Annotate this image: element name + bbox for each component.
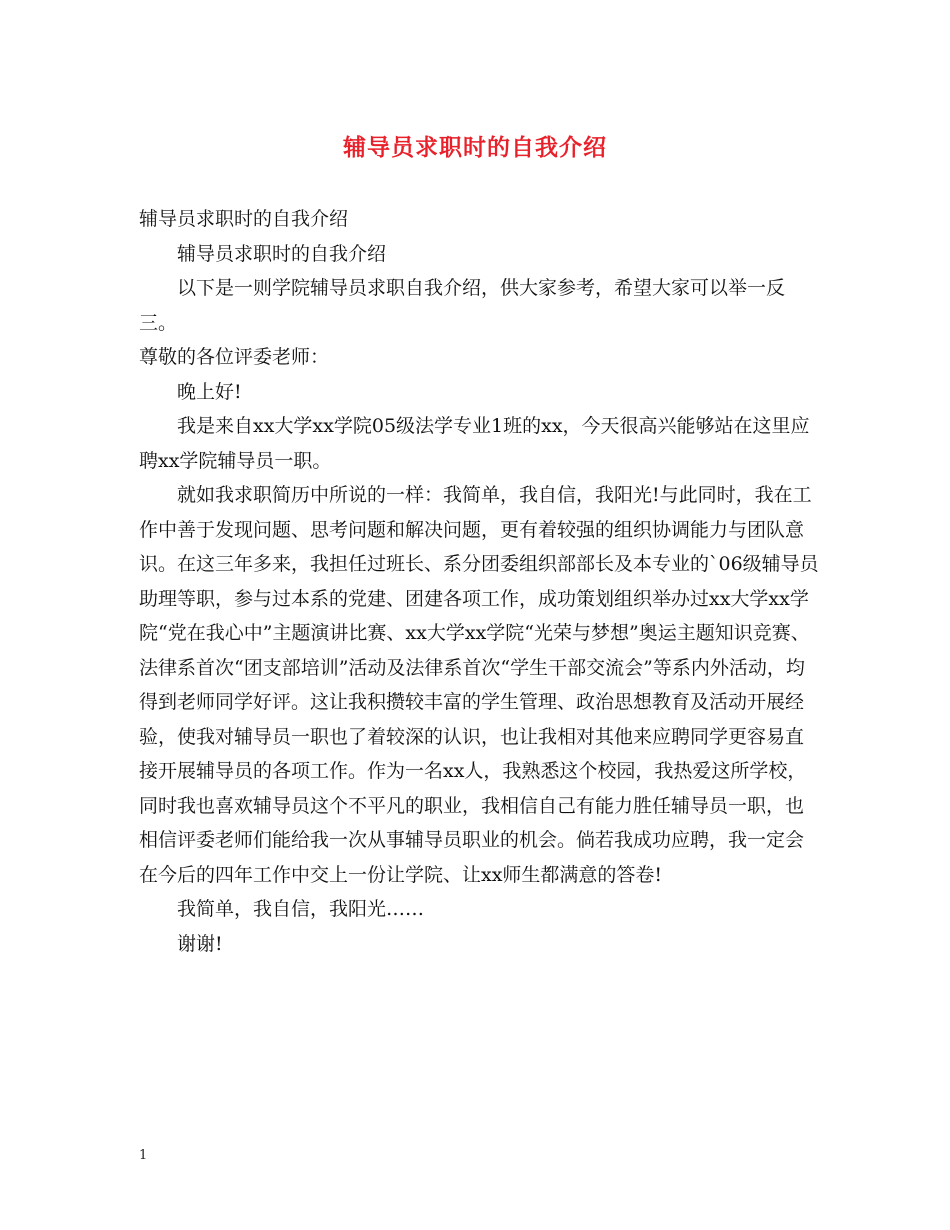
document-body (139, 202, 819, 961)
paragraph-salutation: 尊敬的各位评委老师： (139, 346, 330, 368)
paragraph-intro: 以下是一则学院辅导员求职自我介绍，供大家参考，希望大家可以举一反三。 (139, 277, 786, 334)
document-title: 辅导员求职时的自我介绍 (343, 134, 607, 161)
page-number: 1 (139, 1148, 148, 1163)
paragraph-experience: 就如我求职简历中所说的一样：我简单，我自信，我阳光!与此同时，我在工作中善于发现问题、思考问题和解决问题，更有着较强的组织协调能力与团队意识。在这三年多来，我担任过班长、系分团委组织部部长及本专业的`06级辅导员助理等职，参与过本系的党建、团建各项工作，成功策划组织举办过xx大学xx学院“党在我心中”主题演讲比赛、xx大学xx学院“光荣与梦想”奥运主题知识竞赛、法律系首次“团支部培训”活动及法律系首次“学生干部交流会”等系内外活动，均得到老师同学好评。这让我积攒较丰富的学生管理、政治思想教育及活动开展经验，使我对辅导员一职也了着较深的认识，也让我相对其他来应聘同学更容易直接开展辅导员的各项工作。作为一名xx人，我熟悉这个校园，我热爱这所学校，同时我也喜欢辅导员这个不平凡的职业，我相信自己有能力胜任辅导员一职，也相信评委老师们能给我一次从事辅导员职业的机会。倘若我成功应聘，我一定会在今后的四年工作中交上一份让学院、让xx师生都满意的答卷! (139, 484, 819, 886)
paragraph-subheading: 辅导员求职时的自我介绍 (177, 242, 387, 265)
paragraph-thanks: 谢谢! (177, 932, 223, 955)
paragraph-greeting: 晚上好! (177, 380, 242, 403)
paragraph-self-intro: 我是来自xx大学xx学院05级法学专业1班的xx，今天很高兴能够站在这里应聘xx学院辅导员一职。 (139, 415, 810, 472)
paragraph-heading: 辅导员求职时的自我介绍 (139, 208, 349, 230)
paragraph-motto: 我简单，我自信，我阳光…… (177, 898, 425, 920)
